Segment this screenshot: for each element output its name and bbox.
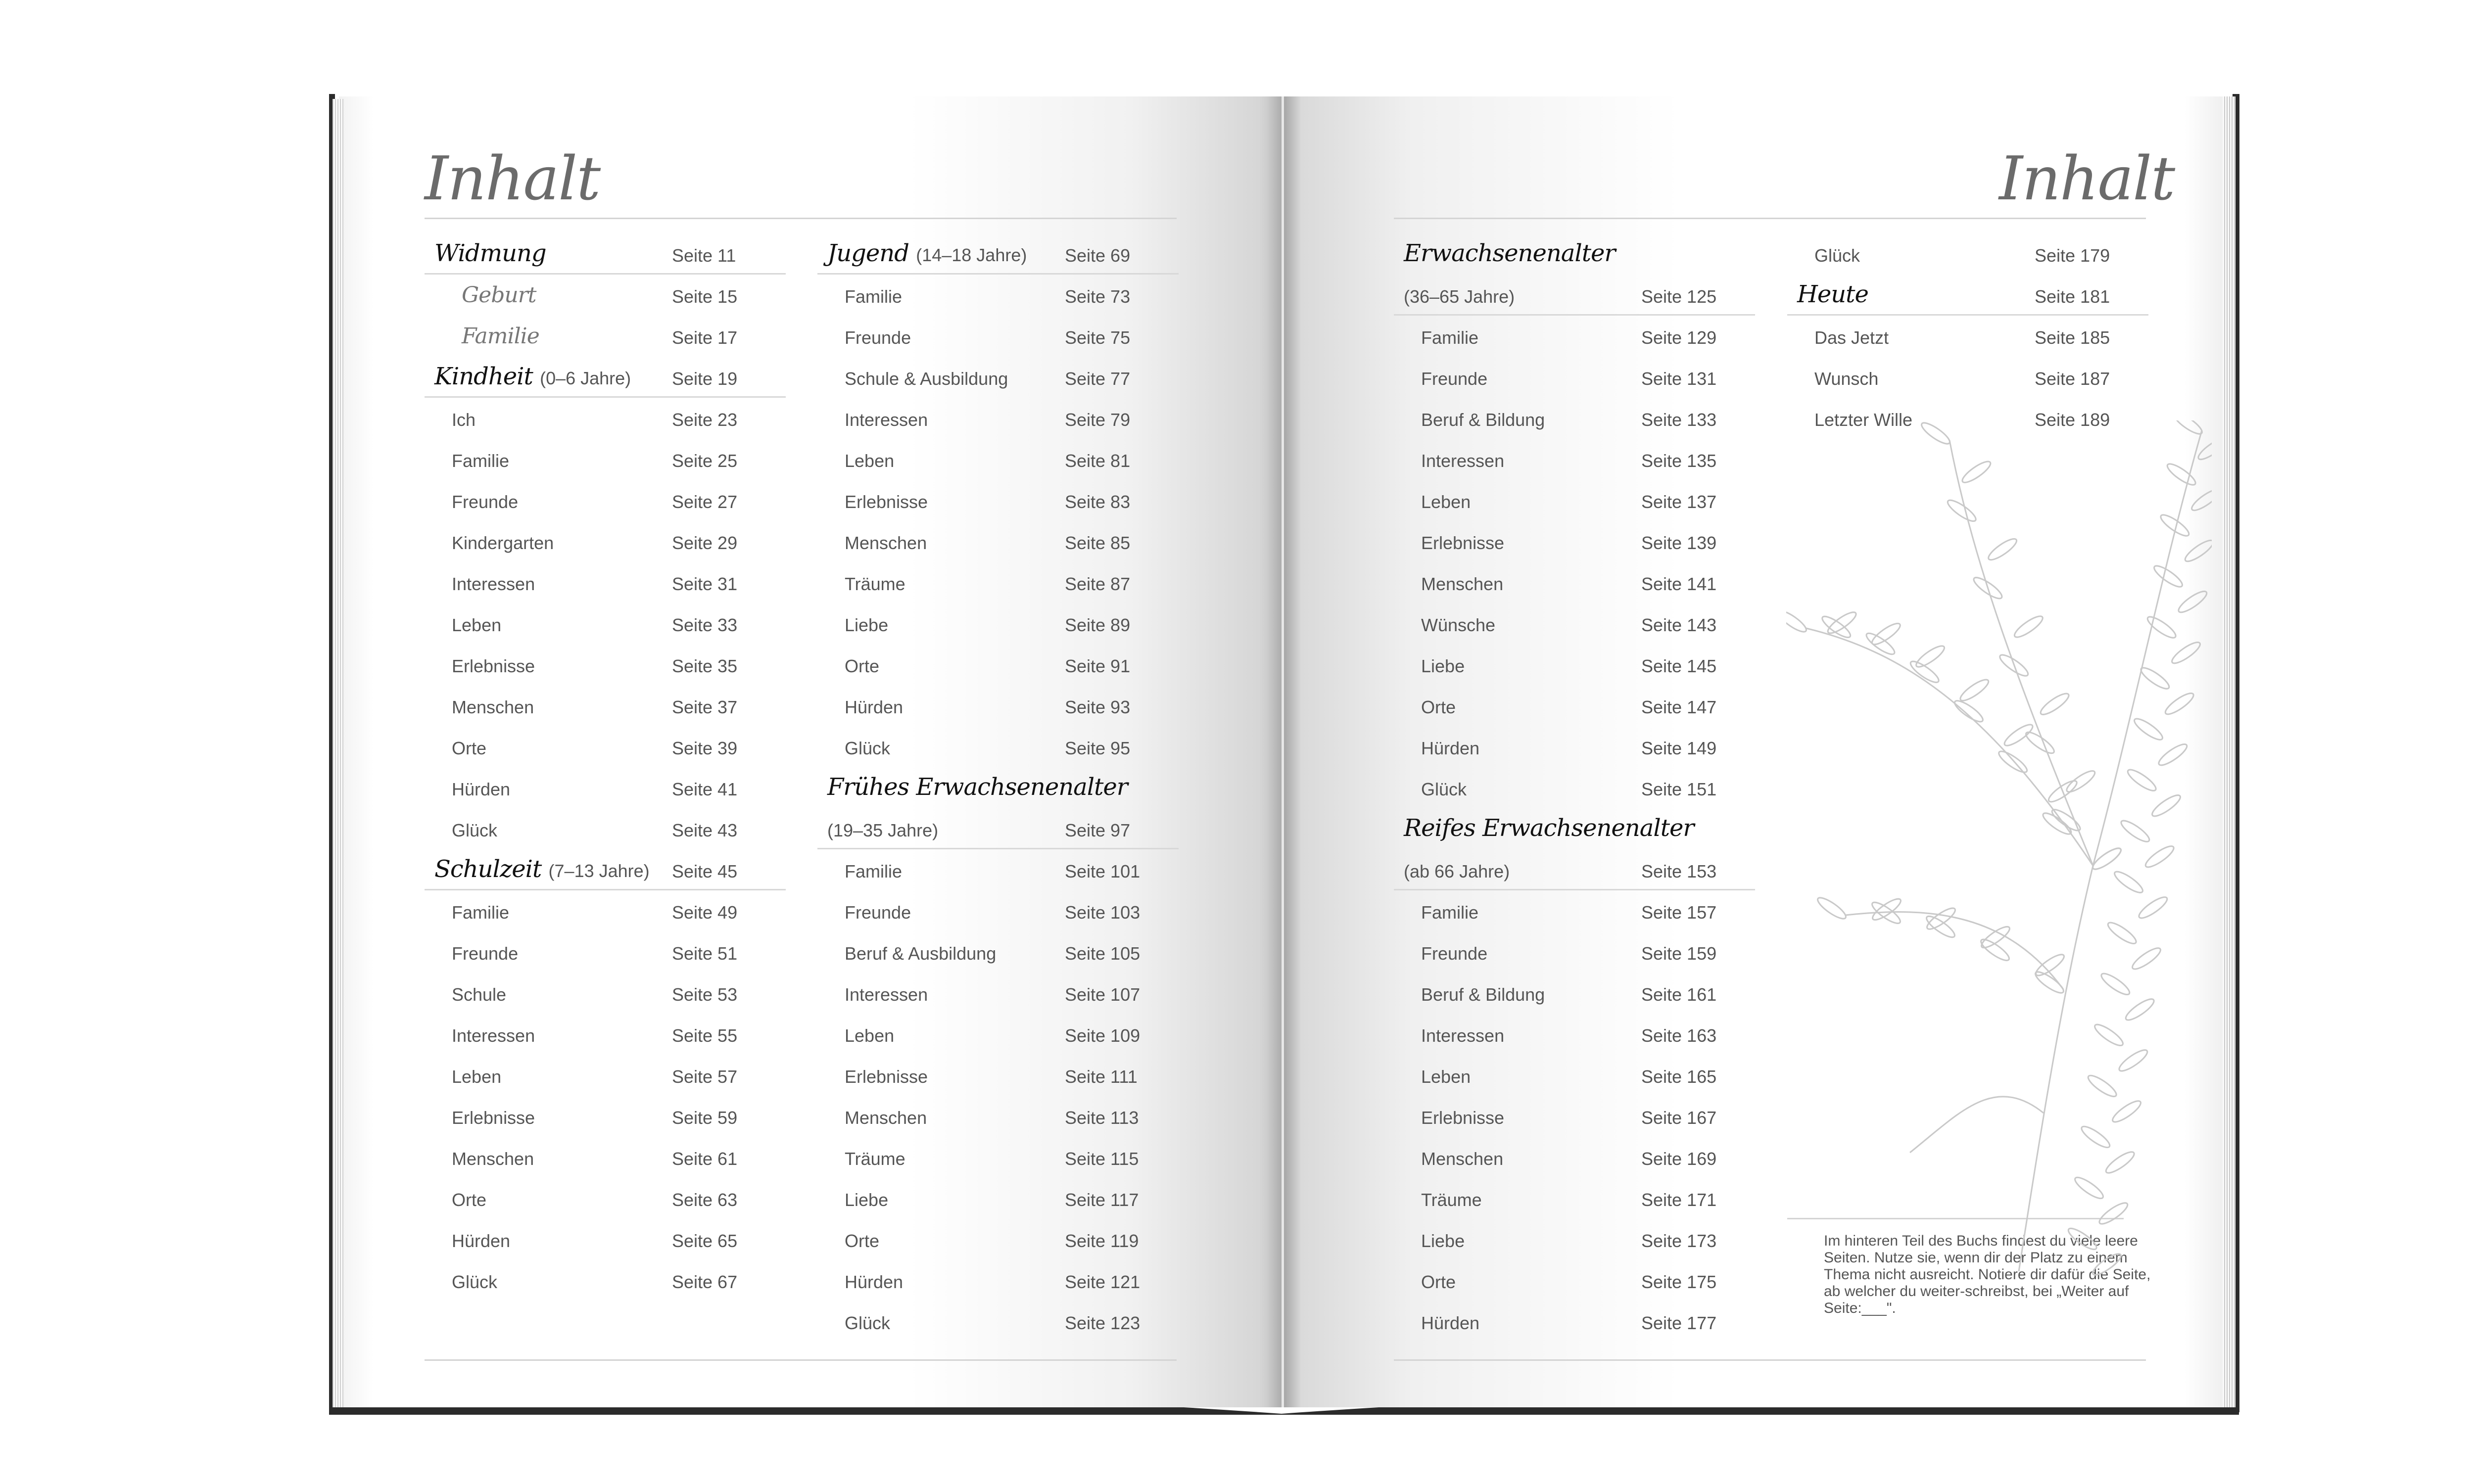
toc-entry-page-number: Seite 65 [672, 1231, 738, 1251]
toc-entry [817, 357, 1179, 398]
toc-entry-page-number: Seite 181 [2035, 286, 2110, 307]
toc-entry [425, 726, 786, 767]
toc-entry-title: Familie [462, 324, 539, 349]
right-page-title: Inhalt [1999, 143, 2175, 214]
toc-entry-page-number: Seite 57 [672, 1067, 738, 1087]
leaf-vine-icon [1786, 420, 2212, 1281]
toc-entry-title: Orte [1421, 697, 1456, 717]
toc-entry [425, 644, 786, 685]
toc-entry [425, 480, 786, 521]
toc-entry-page-number: Seite 107 [1065, 984, 1141, 1005]
toc-entry-title: Familie [452, 451, 510, 471]
toc-entry-page-number: Seite 179 [2035, 245, 2110, 266]
toc-entry-page-number: Seite 139 [1641, 533, 1717, 553]
toc-entry [817, 726, 1179, 767]
toc-entry-page-number: Seite 163 [1641, 1025, 1717, 1046]
toc-entry-page-number: Seite 31 [672, 574, 738, 594]
toc-entry-page-number: Seite 115 [1065, 1149, 1139, 1169]
toc-entry [817, 808, 1179, 849]
toc-entry [425, 890, 786, 931]
toc-entry [817, 1096, 1179, 1137]
toc-entry [817, 890, 1179, 931]
toc-entry-title: Glück [452, 820, 498, 840]
toc-entry-page-number: Seite 91 [1065, 656, 1131, 676]
toc-entry-title: Interessen [845, 984, 928, 1005]
toc-entry-page-number: Seite 167 [1641, 1108, 1717, 1128]
page-stack-right [2223, 96, 2236, 1407]
toc-entry-title: Menschen [845, 1108, 927, 1128]
toc-entry [817, 562, 1179, 603]
toc-entry-title: Hürden [845, 697, 904, 717]
toc-entry-page-number: Seite 97 [1065, 820, 1131, 840]
toc-entry [1394, 1219, 1755, 1260]
toc-entry-page-number: Seite 37 [672, 697, 738, 717]
toc-entry [425, 767, 786, 808]
toc-entry-title: Erlebnisse [845, 1067, 928, 1087]
right-bottom-rule [1394, 1359, 2146, 1361]
toc-entry-page-number: Seite 119 [1065, 1231, 1139, 1251]
toc-entry-title: Freunde [845, 902, 911, 923]
toc-entry-title: Hürden [452, 779, 511, 799]
toc-entry-page-number: Seite 177 [1641, 1313, 1717, 1333]
toc-entry-title: Erwachsenenalter [1404, 239, 1616, 267]
toc-entry-title: Reifes Erwachsenenalter [1404, 814, 1694, 842]
toc-entry [817, 1260, 1179, 1301]
toc-entry [817, 1178, 1179, 1219]
toc-entry-title: Familie [1421, 327, 1479, 348]
toc-entry [817, 931, 1179, 973]
toc-entry-title: Familie [845, 286, 903, 307]
toc-entry [817, 1014, 1179, 1055]
toc-entry-page-number: Seite 153 [1641, 861, 1717, 881]
toc-entry [817, 1301, 1179, 1342]
toc-entry-title: Erlebnisse [1421, 1108, 1505, 1128]
toc-entry-title: Beruf & Bildung [1421, 410, 1545, 430]
toc-entry-page-number: Seite 77 [1065, 369, 1131, 389]
toc-entry [425, 1137, 786, 1178]
toc-entry [817, 1219, 1179, 1260]
toc-entry-page-number: Seite 171 [1641, 1190, 1717, 1210]
toc-entry-title: Leben [452, 615, 502, 635]
toc-entry-title: Ich [452, 410, 476, 430]
toc-entry-page-number: Seite 83 [1065, 492, 1131, 512]
toc-entry [425, 562, 786, 603]
toc-entry-page-number: Seite 101 [1065, 861, 1141, 881]
toc-entry-title: Erlebnisse [1421, 533, 1505, 553]
toc-entry-page-number: Seite 109 [1065, 1025, 1141, 1046]
toc-entry-title: Liebe [1421, 1231, 1465, 1251]
toc-entry-page-number: Seite 79 [1065, 410, 1131, 430]
toc-entry-title: Orte [845, 656, 880, 676]
toc-entry-page-number: Seite 15 [672, 286, 738, 307]
toc-entry [425, 398, 786, 439]
toc-entry-title: Leben [1421, 1067, 1471, 1087]
toc-entry-page-number: Seite 173 [1641, 1231, 1717, 1251]
toc-entry-page-number: Seite 165 [1641, 1067, 1717, 1087]
toc-entry-title: Geburt [462, 282, 536, 308]
toc-entry [1394, 726, 1755, 767]
toc-entry-page-number: Seite 137 [1641, 492, 1717, 512]
toc-entry-page-number: Seite 35 [672, 656, 738, 676]
toc-entry-page-number: Seite 187 [2035, 369, 2110, 389]
toc-entry-title: Erlebnisse [452, 1108, 535, 1128]
toc-entry-age-range: (0–6 Jahre) [540, 368, 631, 388]
toc-entry-title: Freunde [452, 943, 519, 964]
toc-entry-title: Hürden [452, 1231, 511, 1251]
toc-entry-page-number: Seite 117 [1065, 1190, 1139, 1210]
toc-entry-page-number: Seite 113 [1065, 1108, 1139, 1128]
toc-entry-title: Glück [1421, 779, 1467, 799]
toc-entry-title: Freunde [1421, 369, 1488, 389]
toc-entry [425, 603, 786, 644]
toc-entry-page-number: Seite 25 [672, 451, 738, 471]
toc-entry-page-number: Seite 69 [1065, 245, 1131, 266]
toc-entry-page-number: Seite 87 [1065, 574, 1131, 594]
toc-entry-title: Schule & Ausbildung [845, 369, 1008, 389]
toc-entry [1394, 931, 1755, 973]
toc-entry-page-number: Seite 133 [1641, 410, 1717, 430]
toc-entry-title: Kindergarten [452, 533, 554, 553]
toc-entry-title: Leben [845, 1025, 895, 1046]
toc-entry [817, 1055, 1179, 1096]
toc-entry-page-number: Seite 23 [672, 410, 738, 430]
toc-entry-page-number: Seite 19 [672, 369, 738, 389]
toc-entry-title: Menschen [845, 533, 927, 553]
toc-entry-page-number: Seite 61 [672, 1149, 738, 1169]
toc-entry [425, 357, 786, 398]
toc-entry-title: Träume [1421, 1190, 1482, 1210]
toc-entry-age-range: (7–13 Jahre) [548, 861, 650, 881]
toc-entry [817, 439, 1179, 480]
toc-entry-page-number: Seite 103 [1065, 902, 1141, 923]
toc-entry-title: Liebe [845, 615, 889, 635]
toc-entry [1394, 1178, 1755, 1219]
toc-entry-title: Hürden [1421, 738, 1480, 758]
toc-entry-page-number: Seite 93 [1065, 697, 1131, 717]
toc-entry-title: Familie [1421, 902, 1479, 923]
toc-entry-title: Schule [452, 984, 507, 1005]
toc-entry [1394, 973, 1755, 1014]
toc-entry-page-number: Seite 11 [672, 245, 736, 266]
toc-entry-title: Orte [1421, 1272, 1456, 1292]
toc-entry [1394, 603, 1755, 644]
toc-entry-title: Orte [845, 1231, 880, 1251]
toc-entry-title: (19–35 Jahre) [827, 820, 939, 840]
toc-entry [817, 603, 1179, 644]
toc-entry-title: (ab 66 Jahre) [1404, 861, 1510, 881]
toc-entry [425, 1096, 786, 1137]
toc-entry [1787, 233, 2148, 275]
toc-entry-page-number: Seite 59 [672, 1108, 738, 1128]
toc-entry-title: Liebe [1421, 656, 1465, 676]
toc-entry-page-number: Seite 125 [1641, 286, 1717, 307]
toc-entry [1394, 562, 1755, 603]
toc-entry [1394, 644, 1755, 685]
toc-entry [1394, 1096, 1755, 1137]
toc-entry-page-number: Seite 17 [672, 327, 738, 348]
toc-entry-title: Liebe [845, 1190, 889, 1210]
toc-entry [425, 316, 786, 357]
toc-entry-title: (36–65 Jahre) [1404, 286, 1515, 307]
toc-entry-page-number: Seite 27 [672, 492, 738, 512]
toc-entry [1394, 890, 1755, 931]
toc-entry-title: Freunde [1421, 943, 1488, 964]
toc-entry [1394, 767, 1755, 808]
toc-entry-page-number: Seite 53 [672, 984, 738, 1005]
toc-entry-page-number: Seite 161 [1641, 984, 1717, 1005]
toc-entry [425, 233, 786, 275]
toc-entry-title: Leben [452, 1067, 502, 1087]
toc-entry-title: Erlebnisse [845, 492, 928, 512]
toc-entry-page-number: Seite 33 [672, 615, 738, 635]
toc-entry-page-number: Seite 151 [1641, 779, 1717, 799]
page-stack-left [333, 99, 343, 1407]
toc-entry-page-number: Seite 67 [672, 1272, 738, 1292]
toc-entry-title: Letzter Wille [1814, 410, 1913, 430]
toc-entry-title: Widmung [434, 239, 546, 267]
toc-entry-title: Interessen [452, 574, 535, 594]
toc-entry [817, 973, 1179, 1014]
toc-entry-title: Leben [1421, 492, 1471, 512]
toc-entry-page-number: Seite 73 [1065, 286, 1131, 307]
toc-entry-page-number: Seite 129 [1641, 327, 1717, 348]
toc-entry [425, 1260, 786, 1301]
toc-entry-title: Beruf & Ausbildung [845, 943, 997, 964]
toc-entry-page-number: Seite 89 [1065, 615, 1131, 635]
toc-entry-page-number: Seite 85 [1065, 533, 1131, 553]
toc-entry-title: Glück [845, 1313, 891, 1333]
toc-entry [817, 398, 1179, 439]
toc-entry-title: Glück [452, 1272, 498, 1292]
toc-entry-title: Glück [845, 738, 891, 758]
toc-entry-page-number: Seite 45 [672, 861, 738, 881]
toc-entry-page-number: Seite 189 [2035, 410, 2110, 430]
toc-entry [1394, 1260, 1755, 1301]
toc-entry [817, 644, 1179, 685]
toc-entry-title: Glück [1814, 245, 1860, 266]
toc-entry-title: Kindheit (0–6 Jahre) [434, 363, 631, 390]
toc-entry-page-number: Seite 169 [1641, 1149, 1717, 1169]
toc-entry [425, 1014, 786, 1055]
left-bottom-rule [425, 1359, 1177, 1361]
toc-entry-title: Heute [1797, 280, 1868, 308]
toc-entry-title: Orte [452, 738, 487, 758]
toc-entry [1394, 1137, 1755, 1178]
toc-entry [1787, 275, 2148, 316]
toc-entry-page-number: Seite 185 [2035, 327, 2110, 348]
toc-entry [425, 521, 786, 562]
toc-entry-page-number: Seite 149 [1641, 738, 1717, 758]
toc-entry [817, 480, 1179, 521]
toc-entry [1394, 480, 1755, 521]
toc-entry [817, 521, 1179, 562]
toc-entry [817, 767, 1179, 808]
toc-entry [1394, 275, 1755, 316]
toc-entry [1394, 233, 1755, 275]
toc-entry [1787, 316, 2148, 357]
toc-entry-page-number: Seite 157 [1641, 902, 1717, 923]
toc-entry-page-number: Seite 43 [672, 820, 738, 840]
toc-entry [817, 316, 1179, 357]
toc-entry-page-number: Seite 41 [672, 779, 738, 799]
toc-entry-title: Menschen [1421, 574, 1504, 594]
toc-entry [1394, 398, 1755, 439]
toc-entry-page-number: Seite 143 [1641, 615, 1717, 635]
toc-entry-page-number: Seite 63 [672, 1190, 738, 1210]
toc-entry-title: Menschen [1421, 1149, 1504, 1169]
toc-entry-page-number: Seite 81 [1065, 451, 1131, 471]
toc-entry [1394, 685, 1755, 726]
toc-entry [817, 685, 1179, 726]
toc-entry-title: Interessen [452, 1025, 535, 1046]
toc-entry [1394, 1014, 1755, 1055]
toc-entry-page-number: Seite 123 [1065, 1313, 1141, 1333]
toc-entry [1394, 521, 1755, 562]
right-title-rule [1394, 218, 2146, 219]
left-page-title: Inhalt [425, 143, 600, 214]
toc-entry-title: Interessen [1421, 451, 1505, 471]
toc-entry [425, 1219, 786, 1260]
continuation-note: Im hinteren Teil des Buchs findest du viele leere Seiten. Nutze sie, wenn dir der Platz zu einem Thema nicht ausreicht. Notiere dir dafür die Seite, ab welcher du weiter-schreibst, bei „Weiter auf Seite:___". [1824, 1233, 2151, 1316]
toc-entry [1394, 316, 1755, 357]
toc-entry-page-number: Seite 159 [1641, 943, 1717, 964]
toc-entry [1787, 357, 2148, 398]
toc-entry-title: Freunde [452, 492, 519, 512]
toc-entry-title: Wünsche [1421, 615, 1496, 635]
toc-entry [1394, 1055, 1755, 1096]
toc-entry [817, 233, 1179, 275]
toc-entry-page-number: Seite 141 [1641, 574, 1717, 594]
toc-entry-page-number: Seite 49 [672, 902, 738, 923]
toc-entry-title: Wunsch [1814, 369, 1879, 389]
toc-entry-title: Schulzeit (7–13 Jahre) [434, 855, 650, 883]
toc-entry-page-number: Seite 131 [1641, 369, 1717, 389]
toc-entry-page-number: Seite 95 [1065, 738, 1131, 758]
toc-entry-page-number: Seite 111 [1065, 1067, 1138, 1087]
toc-entry [425, 931, 786, 973]
toc-entry-title: Interessen [1421, 1025, 1505, 1046]
toc-entry-title: Träume [845, 574, 905, 594]
toc-entry-page-number: Seite 39 [672, 738, 738, 758]
toc-entry-title: Orte [452, 1190, 487, 1210]
toc-entry-title: Hürden [845, 1272, 904, 1292]
toc-entry [425, 1178, 786, 1219]
toc-entry [1394, 808, 1755, 849]
toc-entry [1394, 849, 1755, 890]
toc-entry-page-number: Seite 121 [1065, 1272, 1141, 1292]
toc-entry-page-number: Seite 105 [1065, 943, 1141, 964]
toc-entry-title: Leben [845, 451, 895, 471]
toc-entry-title: Familie [845, 861, 903, 881]
toc-entry [425, 808, 786, 849]
toc-entry-title: Menschen [452, 697, 534, 717]
toc-entry [1394, 357, 1755, 398]
toc-entry [425, 439, 786, 480]
toc-entry-title: Frühes Erwachsenenalter [827, 773, 1128, 801]
toc-entry-title: Menschen [452, 1149, 534, 1169]
toc-entry-page-number: Seite 175 [1641, 1272, 1717, 1292]
toc-entry-title: Erlebnisse [452, 656, 535, 676]
left-title-rule [425, 218, 1177, 219]
toc-entry-page-number: Seite 55 [672, 1025, 738, 1046]
toc-entry [425, 849, 786, 890]
spine-shadow [1267, 96, 1301, 1407]
toc-entry-title: Hürden [1421, 1313, 1480, 1333]
toc-entry-title: Das Jetzt [1814, 327, 1889, 348]
toc-entry [817, 849, 1179, 890]
toc-entry-page-number: Seite 135 [1641, 451, 1717, 471]
toc-entry-title: Beruf & Bildung [1421, 984, 1545, 1005]
toc-entry [1394, 1301, 1755, 1342]
toc-entry-page-number: Seite 51 [672, 943, 738, 964]
toc-entry [817, 275, 1179, 316]
toc-entry-age-range: (14–18 Jahre) [916, 245, 1027, 265]
toc-entry [817, 1137, 1179, 1178]
toc-entry [425, 973, 786, 1014]
toc-entry [425, 1055, 786, 1096]
toc-entry-title: Jugend (14–18 Jahre) [827, 239, 1027, 267]
toc-entry-page-number: Seite 145 [1641, 656, 1717, 676]
toc-entry-title: Freunde [845, 327, 911, 348]
toc-entry-title: Interessen [845, 410, 928, 430]
toc-entry [1394, 439, 1755, 480]
toc-entry [425, 275, 786, 316]
toc-entry-title: Familie [452, 902, 510, 923]
toc-entry-page-number: Seite 75 [1065, 327, 1131, 348]
toc-entry-page-number: Seite 147 [1641, 697, 1717, 717]
toc-entry-page-number: Seite 29 [672, 533, 738, 553]
toc-entry-title: Träume [845, 1149, 905, 1169]
toc-entry [425, 685, 786, 726]
